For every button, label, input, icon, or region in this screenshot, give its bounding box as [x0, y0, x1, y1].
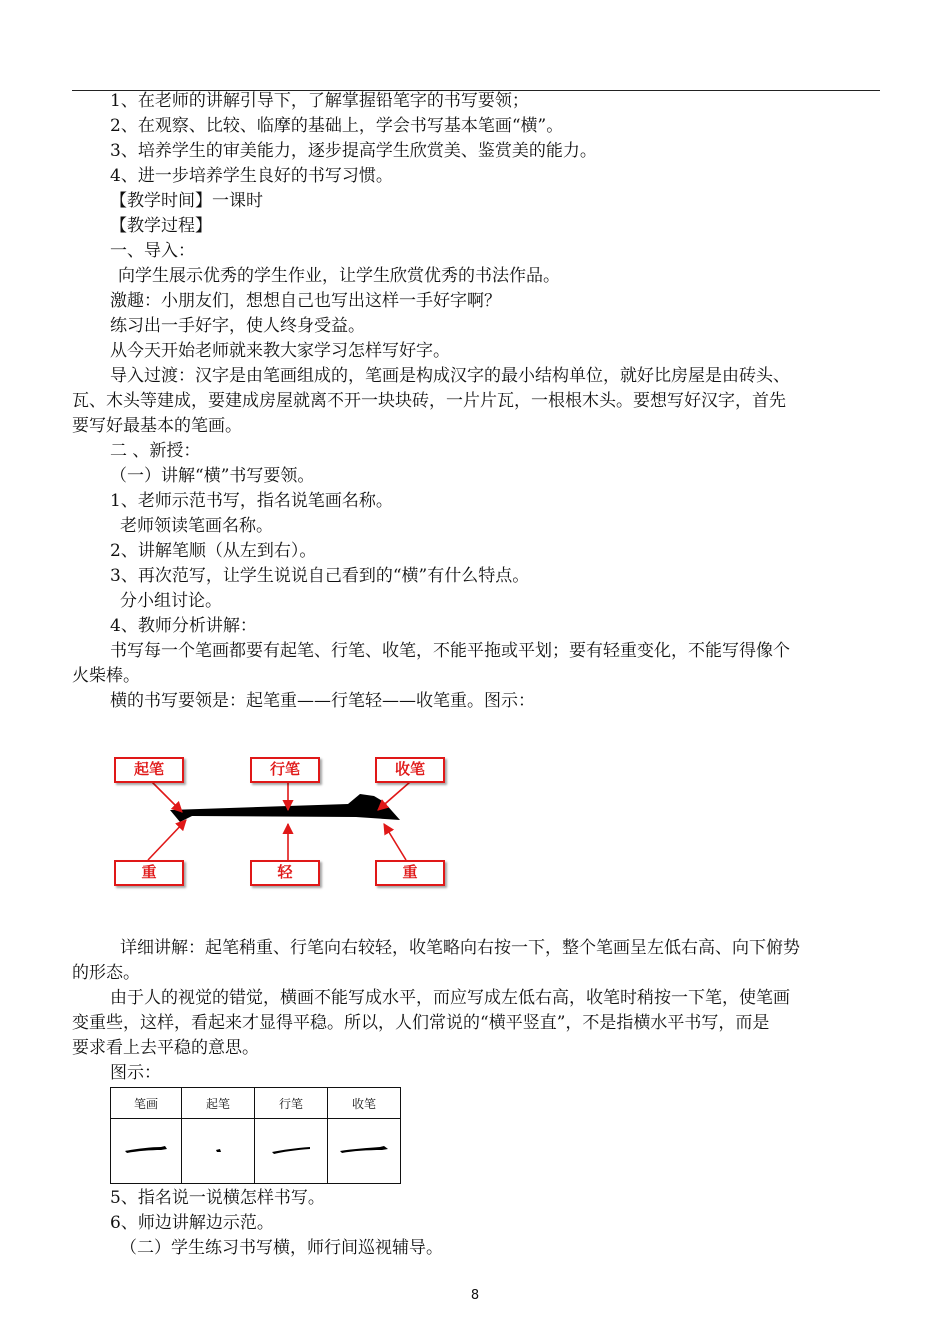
table-row — [111, 1119, 401, 1184]
cell-start-stroke — [182, 1119, 255, 1184]
text-line: （二）学生练习书写横，师行间巡视辅导。 — [120, 1238, 443, 1258]
text-line: 要写好最基本的笔画。 — [72, 416, 242, 436]
arrow-qibi-bottom — [148, 820, 186, 860]
header-stroke: 笔画 — [111, 1088, 182, 1119]
arrow-shoubi-bottom — [384, 824, 406, 860]
header-qibi: 起笔 — [182, 1088, 255, 1119]
text-line: 分小组讨论。 — [120, 591, 222, 611]
page-number: 8 — [470, 1288, 480, 1303]
label-shoubi: 收笔 — [375, 757, 445, 783]
text-line: 6、师边讲解边示范。 — [110, 1213, 274, 1233]
objective-1: 1、在老师的讲解引导下，了解掌握铅笔字的书写要领； — [110, 91, 529, 111]
horizontal-stroke-diagram — [108, 752, 458, 892]
label-zhong-left: 重 — [114, 860, 184, 886]
arrow-shoubi-top — [378, 782, 410, 810]
text-line: 横的书写要领是：起笔重——行笔轻——收笔重。图示： — [110, 691, 535, 711]
text-line: 老师领读笔画名称。 — [120, 516, 273, 536]
objective-4: 4、进一步培养学生良好的书写习惯。 — [110, 166, 393, 186]
full-stroke-image — [121, 1141, 171, 1157]
text-line: 从今天开始老师就来教大家学习怎样写好字。 — [110, 341, 450, 361]
start-stroke-image — [203, 1141, 233, 1157]
objective-2: 2、在观察、比较、临摩的基础上，学会书写基本笔画“横”。 — [110, 116, 564, 136]
text-line: 导入过渡：汉字是由笔画组成的，笔画是构成汉字的最小结构单位，就好比房屋是由砖头、 — [110, 366, 790, 386]
header-xingbi: 行笔 — [255, 1088, 328, 1119]
cell-middle-stroke — [255, 1119, 328, 1184]
label-zhong-right: 重 — [375, 860, 445, 886]
text-line: 向学生展示优秀的学生作业，让学生欣赏优秀的书法作品。 — [118, 266, 560, 286]
middle-stroke-image — [266, 1141, 316, 1157]
section-new-heading: 二 、新授： — [110, 441, 201, 461]
text-line: 1、老师示范书写，指名说笔画名称。 — [110, 491, 393, 511]
text-line: 变重些，这样，看起来才显得平稳。所以，人们常说的“横平竖直”，不是指横水平书写，而是 — [72, 1013, 770, 1033]
arrow-qibi-top — [152, 782, 182, 812]
brush-stroke — [170, 794, 400, 822]
label-qibi: 起笔 — [114, 757, 184, 783]
table-header-row — [111, 1088, 401, 1119]
text-line: 练习出一手好字，使人终身受益。 — [110, 316, 365, 336]
text-line: 的形态。 — [72, 963, 140, 983]
text-line: 2、讲解笔顺（从左到右）。 — [110, 541, 317, 561]
figure-label: 图示： — [110, 1063, 161, 1083]
teaching-time: 【教学时间】一课时 — [110, 191, 263, 211]
text-line: 书写每一个笔画都要有起笔、行笔、收笔，不能平拖或平划；要有轻重变化，不能写得像个 — [110, 641, 790, 661]
cell-end-stroke — [328, 1119, 401, 1184]
stroke-demo-table — [110, 1087, 401, 1184]
header-shoubi: 收笔 — [328, 1088, 401, 1119]
text-line: 5、指名说一说横怎样书写。 — [110, 1188, 325, 1208]
cell-full-stroke — [111, 1119, 182, 1184]
text-line: 由于人的视觉的错觉，横画不能写成水平，而应写成左低右高，收笔时稍按一下笔，使笔画 — [110, 988, 790, 1008]
text-line: 详细讲解：起笔稍重、行笔向右较轻，收笔略向右按一下，整个笔画呈左低右高、向下俯势 — [120, 938, 800, 958]
teaching-process-heading: 【教学过程】 — [110, 216, 212, 236]
label-qing: 轻 — [250, 860, 320, 886]
label-xingbi: 行笔 — [250, 757, 320, 783]
text-line: 要求看上去平稳的意思。 — [72, 1038, 259, 1058]
text-line: 激趣：小朋友们，想想自己也写出这样一手好字啊？ — [110, 291, 501, 311]
section-intro-heading: 一、导入： — [110, 241, 195, 261]
text-line: 火柴棒。 — [72, 666, 140, 686]
subsection-heading: （一）讲解“横”书写要领。 — [110, 466, 315, 486]
objective-3: 3、培养学生的审美能力，逐步提高学生欣赏美、鉴赏美的能力。 — [110, 141, 597, 161]
text-line: 瓦、木头等建成，要建成房屋就离不开一块块砖，一片片瓦，一根根木头。要想写好汉字，首先 — [72, 391, 786, 411]
text-line: 3、再次范写，让学生说说自己看到的“横”有什么特点。 — [110, 566, 530, 586]
text-line: 4、教师分析讲解： — [110, 616, 257, 636]
end-stroke-image — [336, 1141, 392, 1157]
